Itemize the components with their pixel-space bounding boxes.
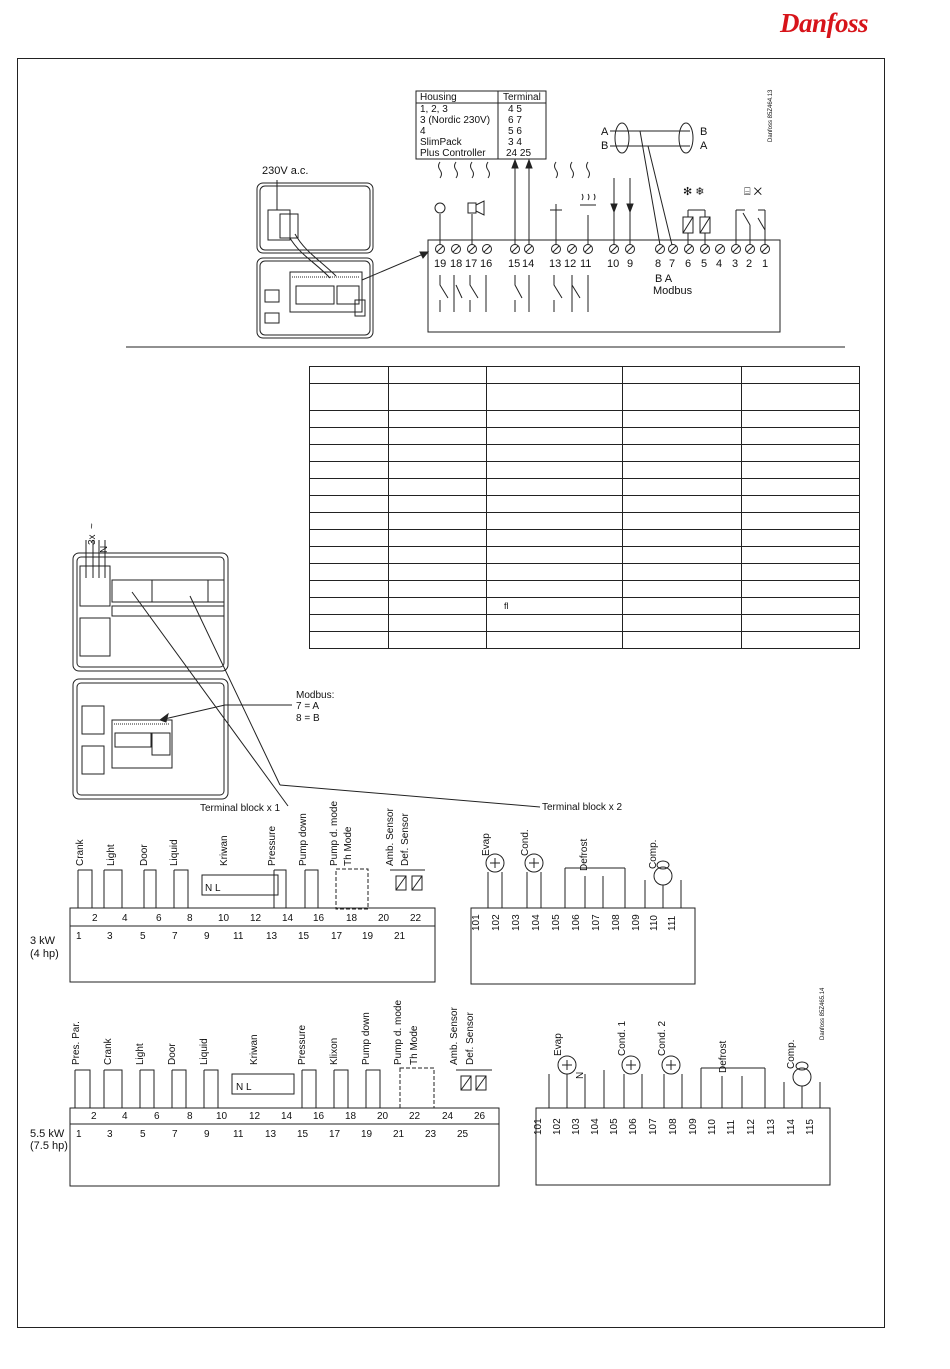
- label-door: Door: [167, 1043, 178, 1065]
- terminal-block-x1-label: Terminal block x 1: [200, 803, 281, 814]
- table-cell: [389, 462, 487, 479]
- empty-data-table: [309, 366, 860, 649]
- table-row: [310, 513, 860, 530]
- label-amb-sensor: Amb. Sensor: [385, 808, 396, 866]
- terminal: 110: [649, 915, 660, 931]
- table-cell: [487, 445, 623, 462]
- terminal: 21: [394, 931, 406, 942]
- fan-snowflake-icon: ✻ ❄: [683, 186, 705, 198]
- label-comp: Comp.: [786, 1039, 797, 1069]
- table-cell: [487, 428, 623, 445]
- terminal-18: 18: [450, 258, 463, 270]
- table-cell: [487, 615, 623, 632]
- housing-cell: SlimPack: [420, 137, 462, 148]
- label-pump-d-mode: Pump d. mode: [393, 999, 404, 1065]
- table-row: [310, 462, 860, 479]
- table-cell: [623, 462, 742, 479]
- terminal-19: 19: [434, 258, 447, 270]
- table-cell: [389, 367, 487, 384]
- terminal: 107: [648, 1118, 659, 1135]
- terminal: 4: [122, 913, 128, 924]
- table-cell: [389, 581, 487, 598]
- table-cell: [623, 615, 742, 632]
- table-row: [310, 428, 860, 445]
- terminal: 3: [107, 931, 113, 942]
- table-cell: [742, 496, 860, 513]
- housing-cell: Plus Controller: [420, 148, 486, 159]
- terminal: 106: [628, 1118, 639, 1135]
- terminal-10: 10: [607, 258, 620, 270]
- terminal: 1: [76, 1129, 82, 1140]
- table-cell: [742, 513, 860, 530]
- table-row: [310, 367, 860, 384]
- table-row: [310, 445, 860, 462]
- modbus-note-a: 7 = A: [296, 701, 320, 712]
- table-cell: [389, 513, 487, 530]
- terminal-header: Terminal: [503, 92, 541, 103]
- housing-sketch-top: [257, 180, 428, 338]
- table-cell: [487, 513, 623, 530]
- terminal: 2: [91, 1111, 97, 1122]
- table-cell: [310, 513, 389, 530]
- housing-cell: 1, 2, 3: [420, 104, 448, 115]
- label-defrost: Defrost: [718, 1040, 729, 1073]
- terminal: 2: [92, 913, 98, 924]
- terminal: 12: [250, 913, 262, 924]
- housing-header: Housing: [420, 92, 457, 103]
- table-row: [310, 496, 860, 513]
- label-th-mode: Th Mode: [409, 1025, 420, 1065]
- terminal: 104: [590, 1118, 601, 1135]
- terminal-cell: 4 5: [508, 104, 522, 115]
- label-kriwan: Kriwan: [249, 1034, 260, 1065]
- terminal: 19: [361, 1129, 373, 1140]
- table-cell: [742, 445, 860, 462]
- terminal: 10: [218, 913, 230, 924]
- terminal: 105: [609, 1118, 620, 1135]
- terminal-1: 1: [762, 258, 769, 270]
- table-row: [310, 598, 860, 615]
- table-cell: [623, 367, 742, 384]
- terminal: 19: [362, 931, 374, 942]
- table-cell: [310, 581, 389, 598]
- terminal: 18: [346, 913, 358, 924]
- terminal: 8: [187, 1111, 193, 1122]
- terminal: 101: [533, 1118, 544, 1135]
- table-cell: fl: [487, 598, 623, 615]
- terminal-2: 2: [746, 258, 753, 270]
- table-cell: [623, 513, 742, 530]
- terminal: 20: [377, 1111, 389, 1122]
- table-cell: [487, 462, 623, 479]
- rating-75hp: (7.5 hp): [30, 1140, 68, 1152]
- terminal-cell: 3 4: [508, 137, 522, 148]
- terminal-16: 16: [480, 258, 493, 270]
- terminal: 25: [457, 1129, 469, 1140]
- table-cell: [742, 615, 860, 632]
- terminal-4: 4: [716, 258, 723, 270]
- table-cell: [623, 547, 742, 564]
- label-crank: Crank: [75, 839, 86, 866]
- table-row: [310, 479, 860, 496]
- table-cell: [623, 479, 742, 496]
- terminal-cell: 6 7: [508, 115, 522, 126]
- terminal: 5: [140, 1129, 146, 1140]
- label-kriwan: Kriwan: [219, 835, 230, 866]
- table-cell: [487, 384, 623, 411]
- modbus-note-b: 8 = B: [296, 713, 320, 724]
- label-th-mode: Th Mode: [343, 826, 354, 866]
- label-defrost: Defrost: [579, 838, 590, 871]
- terminal: 15: [298, 931, 310, 942]
- table-cell: [487, 496, 623, 513]
- terminal-8: 8: [655, 258, 662, 270]
- terminal: 9: [204, 1129, 210, 1140]
- table-cell: [742, 384, 860, 411]
- supply-n-label: N: [99, 545, 110, 553]
- rating-3kw: 3 kW: [30, 935, 56, 947]
- table-cell: [623, 581, 742, 598]
- table-row: [310, 547, 860, 564]
- table-cell: [310, 564, 389, 581]
- housing-cell: 3 (Nordic 230V): [420, 115, 491, 126]
- table-cell: [389, 496, 487, 513]
- terminal: 113: [766, 1119, 777, 1135]
- figure-code-bottom: Danfoss 85Z465.14: [820, 987, 826, 1040]
- label-n: N: [575, 1071, 586, 1079]
- table-cell: [389, 384, 487, 411]
- terminal: 107: [591, 914, 602, 931]
- table-row: [310, 384, 860, 411]
- label-door: Door: [139, 844, 150, 866]
- terminal: 14: [281, 1111, 293, 1122]
- terminal-9: 9: [627, 258, 634, 270]
- terminal: 101: [471, 914, 482, 931]
- terminal: 9: [204, 931, 210, 942]
- label-pump-down: Pump down: [298, 813, 309, 866]
- terminal: 111: [667, 915, 678, 931]
- cable-b-left: B: [601, 140, 609, 152]
- housing-cell: 4: [420, 126, 426, 137]
- label-light: Light: [106, 844, 117, 866]
- table-cell: [389, 547, 487, 564]
- table-row: [310, 411, 860, 428]
- alarm-icon: ⌸ ✕: [744, 186, 763, 198]
- terminal: 7: [172, 1129, 178, 1140]
- terminal: 109: [631, 914, 642, 931]
- table-row: [310, 564, 860, 581]
- terminal: 23: [425, 1129, 437, 1140]
- block-3kw-left-art: [70, 869, 435, 982]
- label-pressure: Pressure: [267, 825, 278, 866]
- table-cell: [623, 411, 742, 428]
- terminal: 3: [107, 1129, 113, 1140]
- label-comp: Comp.: [648, 839, 659, 869]
- terminal: 15: [297, 1129, 309, 1140]
- table-cell: [623, 496, 742, 513]
- block-3kw-right-art: [471, 854, 695, 984]
- terminal-17: 17: [465, 258, 478, 270]
- kriwan-nl-55kw: N L: [236, 1082, 252, 1093]
- terminal: 14: [282, 913, 294, 924]
- terminal-6: 6: [685, 258, 692, 270]
- danfoss-logo: Danfoss: [780, 8, 869, 38]
- terminal: 7: [172, 931, 178, 942]
- table-cell: [623, 445, 742, 462]
- cable-a-left: A: [601, 126, 609, 138]
- terminal: 8: [187, 913, 193, 924]
- terminal: 17: [329, 1129, 341, 1140]
- label-pressure: Pressure: [297, 1024, 308, 1065]
- table-cell: [389, 479, 487, 496]
- terminal: 17: [331, 931, 343, 942]
- table-cell: [389, 564, 487, 581]
- terminal: 20: [378, 913, 390, 924]
- terminal: 6: [156, 913, 162, 924]
- table-cell: [389, 598, 487, 615]
- terminal: 103: [511, 914, 522, 931]
- table-cell: [310, 384, 389, 411]
- table-cell: [487, 564, 623, 581]
- label-evap: Evap: [481, 833, 492, 856]
- terminal: 108: [668, 1118, 679, 1135]
- table-cell: [623, 598, 742, 615]
- label-pump-down: Pump down: [361, 1012, 372, 1065]
- table-cell: [389, 445, 487, 462]
- label-cond-1: Cond. 1: [617, 1020, 628, 1056]
- table-cell: [389, 411, 487, 428]
- label-pres-par: Pres. Par.: [71, 1021, 82, 1065]
- terminal: 111: [726, 1119, 737, 1135]
- label-liquid: Liquid: [169, 839, 180, 866]
- kriwan-nl-3kw: N L: [205, 883, 221, 894]
- terminal-14: 14: [522, 258, 535, 270]
- table-row: [310, 632, 860, 649]
- table-cell: [389, 615, 487, 632]
- rating-4hp: (4 hp): [30, 948, 59, 960]
- terminal-13: 13: [549, 258, 562, 270]
- table-cell: [310, 598, 389, 615]
- table-cell: [623, 564, 742, 581]
- table-cell: [310, 547, 389, 564]
- terminal-panel-top: [416, 91, 780, 332]
- table-row: [310, 581, 860, 598]
- terminal: 4: [122, 1111, 128, 1122]
- terminal: 21: [393, 1129, 405, 1140]
- table-cell: [310, 445, 389, 462]
- terminal: 16: [313, 1111, 325, 1122]
- label-amb-sensor: Amb. Sensor: [449, 1007, 460, 1065]
- terminal: 13: [265, 1129, 277, 1140]
- table-cell: [742, 479, 860, 496]
- label-cond: Cond.: [520, 829, 531, 856]
- table-cell: [310, 496, 389, 513]
- terminal: 13: [266, 931, 278, 942]
- table-cell: [487, 367, 623, 384]
- terminal: 106: [571, 914, 582, 931]
- terminal: 10: [216, 1111, 228, 1122]
- table-cell: [623, 530, 742, 547]
- figure-code-top: Danfoss 85Z464.13: [768, 89, 774, 142]
- label-def-sensor: Def. Sensor: [465, 1012, 476, 1065]
- label-light: Light: [135, 1043, 146, 1065]
- terminal: 12: [249, 1111, 261, 1122]
- terminal: 112: [746, 1119, 757, 1135]
- table-cell: [623, 384, 742, 411]
- label-pump-d-mode: Pump d. mode: [329, 800, 340, 866]
- label-crank: Crank: [103, 1038, 114, 1065]
- table-cell: [742, 428, 860, 445]
- cable-b-right: B: [700, 126, 708, 138]
- table-cell: [389, 632, 487, 649]
- table-cell: [310, 428, 389, 445]
- table-cell: [310, 615, 389, 632]
- label-cond-2: Cond. 2: [657, 1020, 668, 1056]
- terminal-cell: 5 6: [508, 126, 522, 137]
- modbus-label-top: Modbus: [653, 285, 693, 297]
- table-cell: [623, 428, 742, 445]
- table-cell: [389, 428, 487, 445]
- terminal: 5: [140, 931, 146, 942]
- terminal-block-x2-label: Terminal block x 2: [542, 802, 623, 813]
- table-cell: [487, 632, 623, 649]
- terminal: 22: [409, 1111, 421, 1122]
- terminal: 11: [233, 1129, 244, 1140]
- table-cell: [310, 462, 389, 479]
- table-row: [310, 530, 860, 547]
- terminal: 22: [410, 913, 422, 924]
- label-def-sensor: Def. Sensor: [400, 813, 411, 866]
- table-cell: [742, 530, 860, 547]
- modbus-ba-label: B A: [655, 273, 673, 285]
- terminal: 105: [551, 914, 562, 931]
- terminal: 109: [688, 1118, 699, 1135]
- terminal: 11: [233, 931, 244, 942]
- terminal: 1: [76, 931, 82, 942]
- table-row: [310, 615, 860, 632]
- table-cell: [310, 367, 389, 384]
- terminal: 18: [345, 1111, 357, 1122]
- terminal: 16: [313, 913, 325, 924]
- table-cell: [487, 547, 623, 564]
- table-cell: [389, 530, 487, 547]
- terminal: 108: [611, 914, 622, 931]
- table-cell: [487, 530, 623, 547]
- table-cell: [742, 547, 860, 564]
- label-evap: Evap: [553, 1033, 564, 1056]
- terminal: 114: [786, 1119, 797, 1135]
- terminal-3: 3: [732, 258, 739, 270]
- supply-3x-label: 3x: [87, 534, 98, 545]
- terminal-15: 15: [508, 258, 521, 270]
- table-cell: [310, 479, 389, 496]
- table-cell: [487, 581, 623, 598]
- block-55kw-left-art: [70, 1068, 499, 1186]
- terminal-12: 12: [564, 258, 577, 270]
- table-cell: [310, 530, 389, 547]
- voltage-label: 230V a.c.: [262, 165, 309, 177]
- terminal: 104: [531, 914, 542, 931]
- table-cell: [742, 367, 860, 384]
- rating-55kw: 5.5 kW: [30, 1128, 65, 1140]
- supply-tilde: ~: [87, 523, 98, 529]
- table-cell: [623, 632, 742, 649]
- terminal: 102: [491, 914, 502, 931]
- label-liquid: Liquid: [199, 1038, 210, 1065]
- table-cell: [487, 479, 623, 496]
- terminal-11: 11: [580, 258, 592, 270]
- table-cell: [742, 581, 860, 598]
- label-klixon: Klixon: [329, 1037, 340, 1065]
- table-cell: [742, 564, 860, 581]
- terminal-5: 5: [701, 258, 708, 270]
- terminal: 110: [707, 1119, 718, 1135]
- table-cell: [742, 632, 860, 649]
- terminal: 26: [474, 1111, 486, 1122]
- table-cell: [310, 411, 389, 428]
- terminal: 103: [571, 1118, 582, 1135]
- terminal-7: 7: [669, 258, 676, 270]
- table-cell: [742, 411, 860, 428]
- terminal-cell: 24 25: [506, 148, 532, 159]
- terminal: 6: [154, 1111, 160, 1122]
- terminal: 115: [805, 1119, 816, 1135]
- terminal: 102: [552, 1118, 563, 1135]
- table-cell: [310, 632, 389, 649]
- table-cell: [742, 598, 860, 615]
- cable-a-right: A: [700, 140, 708, 152]
- terminal: 24: [442, 1111, 454, 1122]
- table-cell: [487, 411, 623, 428]
- table-cell: [742, 462, 860, 479]
- modbus-note-title: Modbus:: [296, 690, 335, 701]
